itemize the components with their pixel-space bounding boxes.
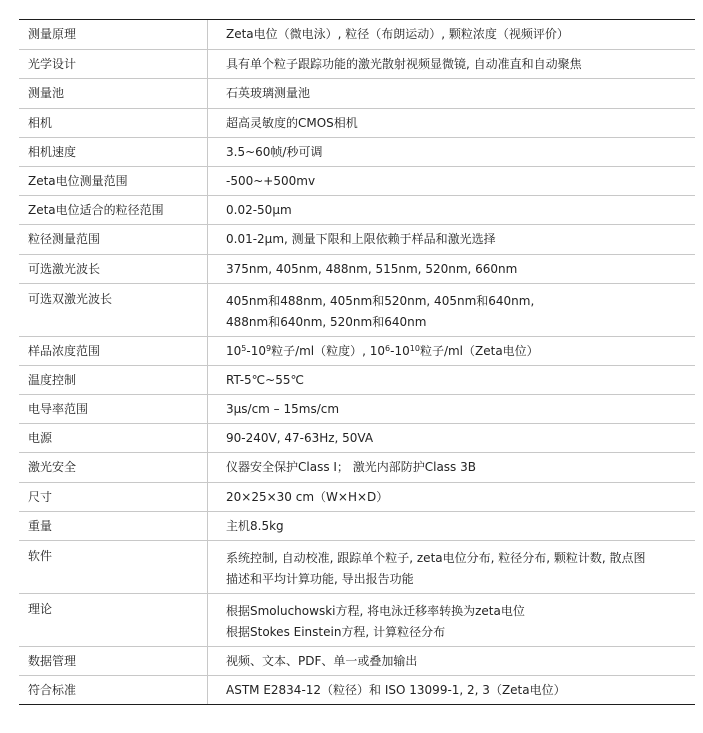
spec-value: 0.02-50μm (226, 203, 292, 218)
spec-value-line: 488nm和640nm, 520nm和640nm (226, 314, 427, 329)
spec-value (208, 541, 695, 593)
spec-row-size-range (19, 224, 695, 253)
spec-row-theory (19, 593, 695, 646)
spec-value: ASTM E2834-12（粒径）和 ISO 13099-1, 2, 3（Zeta电位） (226, 683, 566, 698)
spec-value: RT-5℃~55℃ (226, 372, 304, 387)
spec-row-laser-wavelengths (19, 254, 695, 283)
spec-label: Zeta电位测量范围 (19, 167, 208, 195)
spec-value: 视频、文本、PDF、单一或叠加输出 (226, 654, 418, 668)
spec-label: 数据管理 (19, 647, 208, 675)
conc-exponent: 10 (409, 343, 420, 353)
spec-label: 温度控制 (19, 366, 208, 394)
spec-value (208, 284, 695, 336)
conc-exponent: 9 (265, 343, 272, 353)
spec-label: 样品浓度范围 (19, 337, 208, 365)
spec-label: 电导率范围 (19, 395, 208, 423)
spec-label: 粒径测量范围 (19, 225, 208, 253)
spec-row-optical-design (19, 49, 695, 78)
spec-value: 0.01-2μm, 测量下限和上限依赖于样品和激光选择 (226, 232, 496, 247)
spec-label: 可选双激光波长 (19, 284, 208, 336)
conc-text: 10 (226, 343, 242, 358)
spec-row-weight (19, 511, 695, 540)
spec-value: 主机8.5kg (226, 518, 284, 533)
spec-value: 90-240V, 47-63Hz, 50VA (226, 431, 374, 446)
spec-row-sample-concentration (19, 336, 695, 365)
conc-exponent: 5 (241, 343, 247, 353)
spec-value-line: 根据Smoluchowski方程, 将电泳迁移率转换为zeta电位 (226, 604, 525, 618)
conc-text: 粒子/ml（Zeta电位） (419, 343, 539, 358)
spec-label: 理论 (19, 594, 208, 646)
spec-row-zeta-range (19, 166, 695, 195)
spec-row-measurement-cell (19, 78, 695, 107)
spec-row-data-management (19, 646, 695, 675)
spec-label: 可选激光波长 (19, 255, 208, 283)
spec-value: 超高灵敏度的CMOS相机 (226, 115, 358, 130)
spec-value-line: 描述和平均计算功能, 导出报告功能 (226, 572, 414, 586)
spec-row-camera-speed (19, 137, 695, 166)
conc-text: 粒子/ml（粒度）, 10 (271, 343, 386, 358)
spec-row-dimensions (19, 482, 695, 511)
spec-value: 石英玻璃测量池 (226, 86, 311, 101)
spec-value (208, 594, 695, 646)
spec-row-zeta-size-range (19, 195, 695, 224)
spec-label: 光学设计 (19, 50, 208, 78)
spec-row-laser-safety (19, 452, 695, 481)
spec-value: 3.5~60帧/秒可调 (226, 144, 323, 159)
spec-row-standards (19, 675, 695, 704)
spec-row-measurement-principle (19, 20, 695, 49)
spec-row-software (19, 540, 695, 593)
spec-label: 尺寸 (19, 483, 208, 511)
spec-row-camera (19, 108, 695, 137)
spec-value-line: 根据Stokes Einstein方程, 计算粒径分布 (226, 625, 446, 639)
spec-value: 375nm, 405nm, 488nm, 515nm, 520nm, 660nm (226, 261, 518, 276)
spec-row-dual-laser-wavelengths (19, 283, 695, 336)
spec-label: 相机 (19, 109, 208, 137)
spec-value: Zeta电位（微电泳）, 粒径（布朗运动）, 颗粒浓度（视频评价） (226, 27, 569, 41)
spec-label: 符合标准 (19, 676, 208, 704)
conc-text: -10 (390, 343, 410, 358)
spec-value: 20×25×30 cm（W×H×D） (226, 489, 389, 504)
spec-row-temperature-control (19, 365, 695, 394)
spec-label: 电源 (19, 424, 208, 452)
spec-row-conductivity-range (19, 394, 695, 423)
spec-value: 3μs/cm – 15ms/cm (226, 402, 340, 417)
spec-value-line: 系统控制, 自动校准, 跟踪单个粒子, zeta电位分布, 粒径分布, 颗粒计数, 散点图 (226, 551, 646, 565)
spec-label: 测量原理 (19, 20, 208, 49)
conc-text: -10 (246, 343, 266, 358)
spec-value (208, 337, 695, 365)
spec-row-power (19, 423, 695, 452)
spec-label: 测量池 (19, 79, 208, 107)
conc-exponent: 6 (385, 343, 391, 353)
spec-label: Zeta电位适合的粒径范围 (19, 196, 208, 224)
spec-value: 具有单个粒子跟踪功能的激光散射视频显微镜, 自动准直和自动聚焦 (226, 57, 582, 72)
spec-label: 相机速度 (19, 138, 208, 166)
spec-label: 激光安全 (19, 453, 208, 481)
spec-value: -500~+500mv (226, 173, 316, 188)
spec-label: 重量 (19, 512, 208, 540)
spec-value-line: 405nm和488nm, 405nm和520nm, 405nm和640nm, (226, 293, 535, 308)
spec-value: 仪器安全保护Class I； 激光内部防护Class 3B (226, 460, 476, 475)
spec-table (19, 19, 695, 705)
spec-label: 软件 (19, 541, 208, 593)
